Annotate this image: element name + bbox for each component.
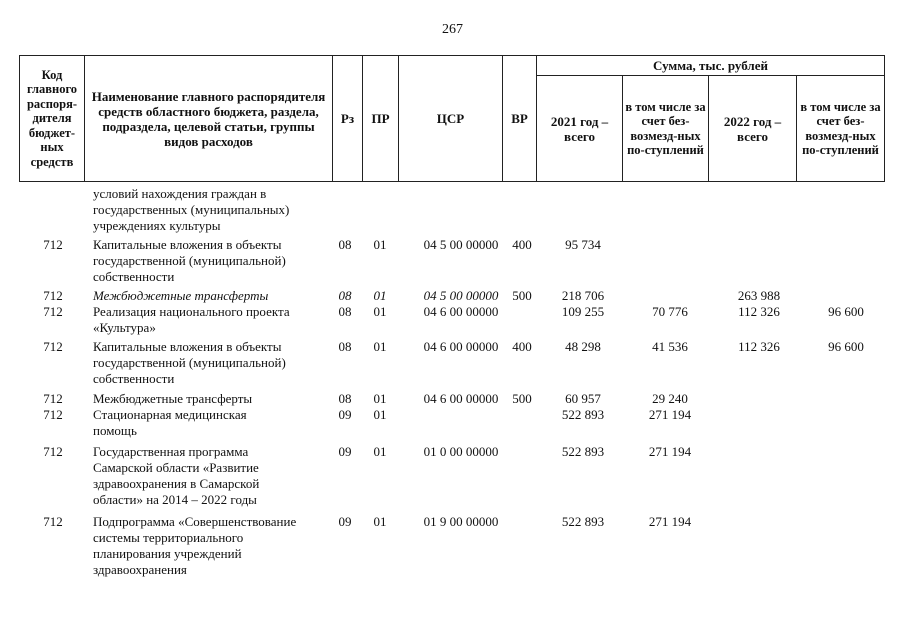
row-rz: 08 <box>338 391 352 406</box>
row-pr: 01 <box>373 407 387 422</box>
row-sum-2021: 522 893 <box>561 444 605 459</box>
row-sum-2021-free: 271 194 <box>648 444 692 459</box>
row-rz: 08 <box>338 339 352 354</box>
header-sum: Сумма, тыс. рублей <box>537 56 885 76</box>
row-name: Государственная программа Самарской области «Развитие здравоохранения в Самарской области» на 2014 – 2022 годы <box>93 444 263 507</box>
row-rz: 08 <box>338 304 352 319</box>
row-rz: 09 <box>338 407 352 422</box>
row-sum-2021-free: 271 194 <box>648 407 692 422</box>
row-pr: 01 <box>373 514 387 529</box>
row-rz: 09 <box>338 514 352 529</box>
row-sum-2021: 60 957 <box>565 391 601 406</box>
row-name: условий нахождения граждан в государственных (муниципальных) учреждениях культуры <box>93 186 293 233</box>
row-code: 712 <box>43 391 63 406</box>
row-csr: 04 6 00 00000 <box>423 304 499 319</box>
row-name: Межбюджетные трансферты <box>93 288 269 303</box>
row-csr: 01 9 00 00000 <box>423 514 499 529</box>
row-pr: 01 <box>373 237 387 252</box>
row-pr: 01 <box>373 444 387 459</box>
row-code: 712 <box>43 514 63 529</box>
row-sum-2021-free: 271 194 <box>648 514 692 529</box>
row-vr: 400 <box>512 339 532 354</box>
row-vr: 500 <box>512 391 532 406</box>
row-name: Межбюджетные трансферты <box>93 391 253 406</box>
row-code: 712 <box>43 444 63 459</box>
header-csr: ЦСР <box>399 56 503 182</box>
row-code: 712 <box>43 339 63 354</box>
row-pr: 01 <box>373 304 387 319</box>
row-name: Реализация национального проекта «Культура» <box>93 304 293 335</box>
row-code: 712 <box>43 288 63 303</box>
row-sum-2022-free: 96 600 <box>828 304 864 319</box>
row-rz: 08 <box>338 237 352 252</box>
row-sum-2022: 112 326 <box>738 339 780 354</box>
row-sum-2021-free: 41 536 <box>652 339 688 354</box>
header-2021-free: в том числе за счет без-возмезд-ных по-ступлений <box>623 76 709 182</box>
row-sum-2021: 218 706 <box>561 288 605 303</box>
row-csr: 01 0 00 00000 <box>423 444 499 459</box>
row-name: Подпрограмма «Совершенствование системы территориального планирования учреждений здравоохранения <box>93 514 300 577</box>
header-2022-total: 2022 год – всего <box>709 76 797 182</box>
row-name: Капитальные вложения в объекты государственной (муниципальной) собственности <box>93 339 290 386</box>
row-sum-2021: 109 255 <box>561 304 605 319</box>
header-code: Код главного распоря-дителя бюджет-ных средств <box>20 56 85 182</box>
row-vr: 500 <box>512 288 532 303</box>
row-sum-2022: 112 326 <box>738 304 780 319</box>
row-name: Капитальные вложения в объекты государственной (муниципальной) собственности <box>93 237 290 284</box>
row-code: 712 <box>43 237 63 252</box>
row-sum-2021: 48 298 <box>565 339 601 354</box>
row-sum-2021-free: 29 240 <box>652 391 688 406</box>
row-sum-2022: 263 988 <box>737 288 781 303</box>
row-code: 712 <box>43 304 63 319</box>
row-code: 712 <box>43 407 63 422</box>
header-rz: Рз <box>333 56 363 182</box>
row-rz: 09 <box>338 444 352 459</box>
header-2021-total: 2021 год – всего <box>537 76 623 182</box>
row-sum-2021-free: 70 776 <box>652 304 688 319</box>
row-pr: 01 <box>373 288 387 303</box>
header-vr: ВР <box>503 56 537 182</box>
row-rz: 08 <box>338 288 352 303</box>
row-csr: 04 6 00 00000 <box>423 391 499 406</box>
header-2022-free: в том числе за счет без-возмезд-ных по-ступлений <box>797 76 885 182</box>
row-pr: 01 <box>373 339 387 354</box>
row-sum-2021: 95 734 <box>565 237 601 252</box>
table-header <box>19 55 885 182</box>
row-csr: 04 5 00 00000 <box>423 288 499 303</box>
header-pr: ПР <box>363 56 399 182</box>
row-csr: 04 5 00 00000 <box>423 237 499 252</box>
row-sum-2022-free: 96 600 <box>828 339 864 354</box>
row-name: Стационарная медицинская помощь <box>93 407 250 438</box>
row-vr: 400 <box>512 237 532 252</box>
row-sum-2021: 522 893 <box>561 407 605 422</box>
page-number: 267 <box>442 22 463 37</box>
header-name: Наименование главного распорядителя средств областного бюджета, раздела, подраздела, целевой статьи, группы видов расходов <box>85 56 333 182</box>
row-csr: 04 6 00 00000 <box>423 339 499 354</box>
row-sum-2021: 522 893 <box>561 514 605 529</box>
row-pr: 01 <box>373 391 387 406</box>
